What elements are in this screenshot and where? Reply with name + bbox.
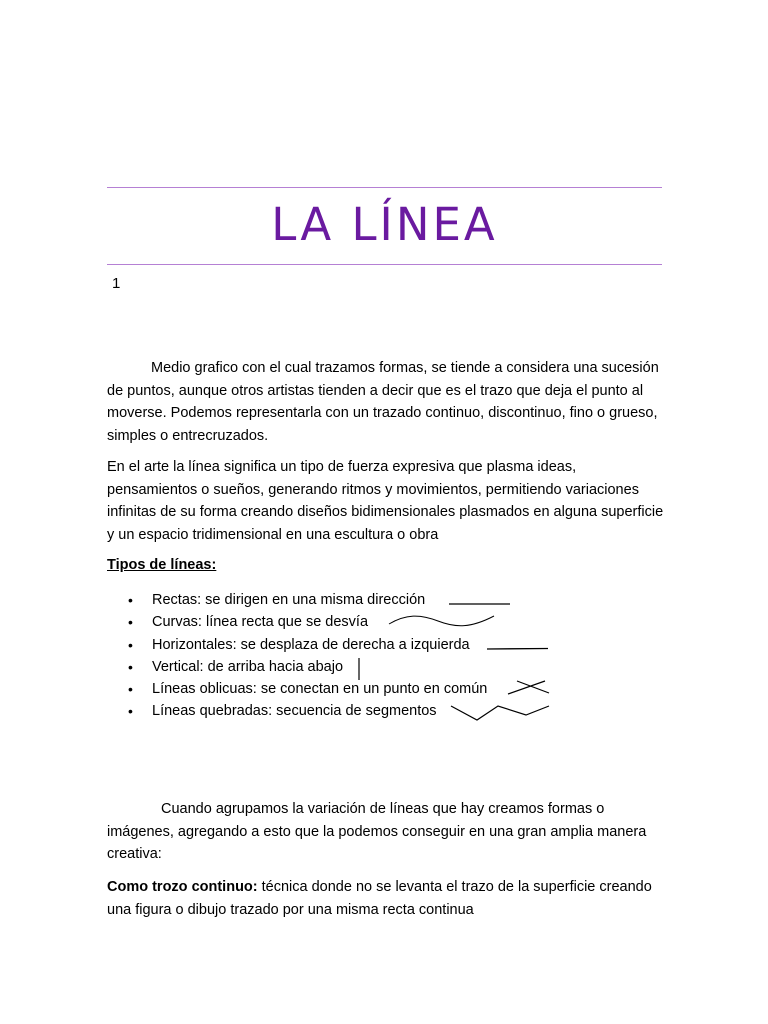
list-item-label: Vertical: de arriba hacia abajo: [152, 658, 344, 675]
broken-line-icon: [448, 700, 554, 724]
bullet-icon: •: [128, 614, 133, 631]
curved-line-icon: [386, 611, 498, 631]
list-item: [107, 589, 667, 611]
bullet-icon: •: [128, 703, 133, 720]
list-item: [107, 634, 667, 656]
title-top-rule: [107, 187, 662, 188]
list-item: [107, 700, 667, 722]
continuous-stroke-term: Como trozo continuo:: [107, 879, 258, 895]
page-title: LA LÍNEA: [271, 198, 498, 251]
intro-paragraph: Medio grafico con el cual trazamos formas, se tiende a considera una sucesión de puntos, aunque otros artistas tienden a decir que es el trazo que deja el punto al moverse. Podemos representarla con un trazado continuo, discontinuo, fino o grueso, simples o entrecruzados.: [107, 360, 659, 444]
continuous-stroke-definition: técnica donde no se levanta el trazo de la superficie creando una figura o dibujo trazado por una misma recta continua: [107, 879, 652, 918]
horizontal-line-icon: [484, 643, 552, 655]
list-item: [107, 678, 667, 700]
list-item-label: Rectas: se dirigen en una misma dirección: [152, 592, 426, 608]
vertical-line-icon: [354, 656, 364, 682]
straight-line-icon: [446, 598, 514, 610]
bullet-icon: •: [128, 592, 133, 608]
page-number: 1: [112, 275, 121, 292]
list-item-label: Líneas oblicuas: se conectan en un punto en común: [152, 681, 488, 698]
continuous-stroke-paragraph: [107, 876, 667, 921]
list-item-label: Curvas: línea recta que se desvía: [152, 614, 369, 631]
list-item-label: Líneas quebradas: secuencia de segmentos: [152, 703, 437, 720]
title-bottom-rule: [107, 264, 662, 265]
line-types-list: [107, 589, 667, 723]
list-item-label: Horizontales: se desplaza de derecha a izquierda: [152, 636, 470, 653]
grouping-paragraph: Cuando agrupamos la variación de líneas que hay creamos formas o imágenes, agregando a esto que la podemos conseguir en una gran amplia manera creativa:: [107, 801, 647, 862]
types-heading: Tipos de líneas:: [107, 557, 217, 573]
oblique-lines-icon: [505, 678, 551, 698]
list-item: [107, 656, 667, 678]
bullet-icon: •: [128, 681, 133, 698]
bullet-icon: •: [128, 658, 133, 675]
bullet-icon: •: [128, 636, 133, 653]
art-paragraph: En el arte la línea significa un tipo de fuerza expresiva que plasma ideas, pensamientos o sueños, generando ritmos y movimientos, permitiendo variaciones infinitas de su forma creando diseños bidimensionales plasmados en alguna superficie y un espacio tridimensional en una escultura o obra: [107, 459, 664, 543]
